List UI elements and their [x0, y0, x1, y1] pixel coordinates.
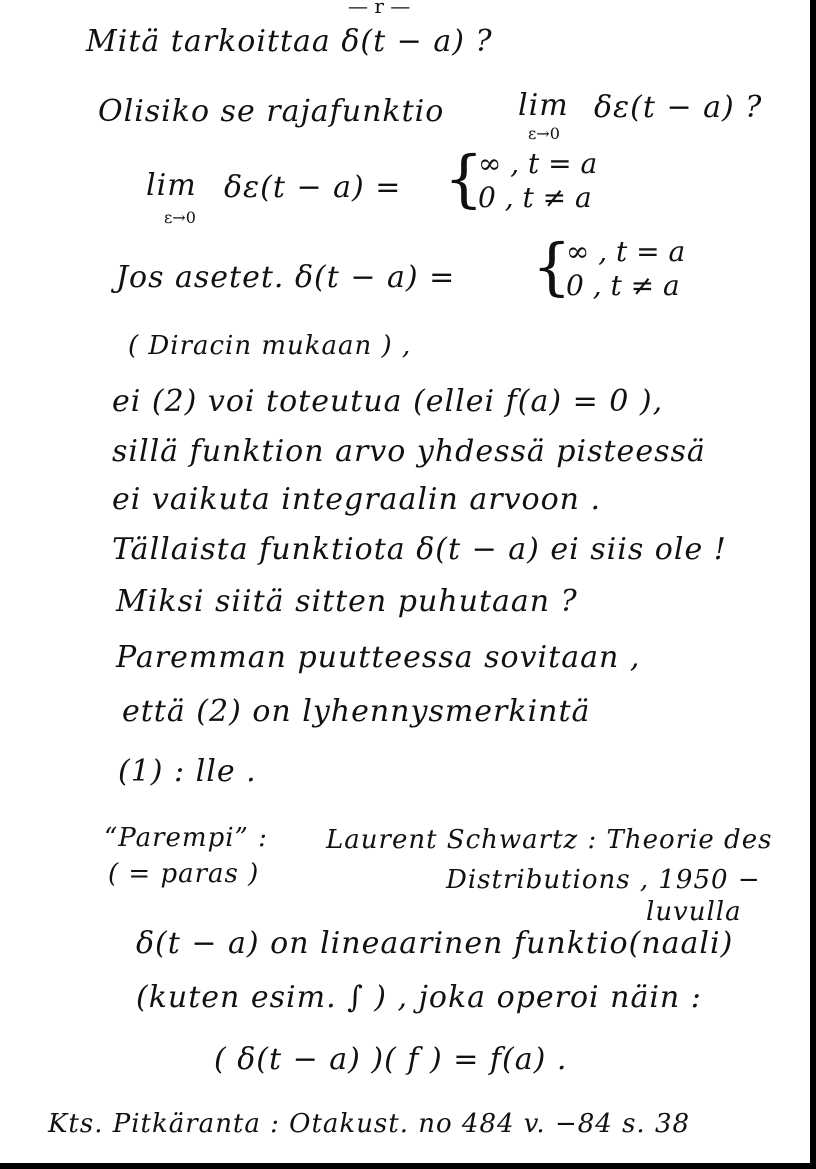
note-line-2-expr: δε(t − a) ?	[594, 90, 763, 125]
note-line-14-reference: Laurent Schwartz : Theorie des	[326, 825, 773, 855]
note-line-4-case-2: 0 , t ≠ a	[566, 269, 680, 302]
note-line-1: Mitä tarkoittaa δ(t − a) ?	[86, 24, 493, 59]
note-line-6: ei (2) voi toteutua (ellei f(a) = 0 ),	[112, 384, 664, 419]
note-line-15-paras: ( = paras )	[108, 859, 260, 889]
note-line-20-reference: Kts. Pitkäranta : Otakust. no 484 v. −84 s. 38	[48, 1109, 691, 1139]
note-line-8: ei vaikuta integraalin arvoon .	[112, 482, 602, 517]
note-line-3-case-2: 0 , t ≠ a	[478, 181, 592, 214]
note-line-4-brace: {	[532, 230, 572, 303]
note-line-9: Tällaista funktiota δ(t − a) ei siis ole !	[112, 532, 727, 567]
note-line-17: δ(t − a) on lineaarinen funktio(naali)	[136, 926, 734, 961]
note-line-3-lim-sub: ε→0	[164, 208, 196, 227]
note-line-3-lim: lim	[146, 168, 197, 203]
note-line-16: luvulla	[646, 897, 742, 927]
note-line-11: Paremman puutteessa sovitaan ,	[116, 640, 641, 675]
note-line-19: ( δ(t − a) )( f ) = f(a) .	[214, 1042, 568, 1077]
note-line-3-expr: δε(t − a) =	[224, 170, 402, 205]
note-line-4-text: Jos asetet. δ(t − a) =	[116, 260, 456, 295]
note-line-12: että (2) on lyhennysmerkintä	[122, 694, 591, 729]
note-line-2-lim-sub: ε→0	[528, 124, 560, 143]
note-line-2-lim: lim	[518, 88, 569, 123]
note-line-15-distributions: Distributions , 1950 −	[446, 865, 761, 895]
note-line-5: ( Diracin mukaan ) ,	[128, 331, 412, 361]
top-mark: — r —	[348, 0, 411, 18]
note-line-2-text: Olisiko se rajafunktio	[98, 94, 445, 129]
note-line-18: (kuten esim. ∫ ) , joka operoi näin :	[136, 980, 702, 1015]
scan-border-bottom	[0, 1163, 816, 1169]
note-line-14-parempi: “Parempi” :	[104, 823, 268, 853]
note-line-10: Miksi siitä sitten puhutaan ?	[116, 584, 578, 619]
note-line-3-brace: {	[444, 142, 484, 215]
note-line-3-case-1: ∞ , t = a	[478, 147, 598, 180]
note-line-7: sillä funktion arvo yhdessä pisteessä	[112, 434, 706, 469]
note-line-4-case-1: ∞ , t = a	[566, 235, 686, 268]
note-line-13: (1) : lle .	[118, 754, 257, 789]
scan-border-right	[810, 0, 816, 1169]
